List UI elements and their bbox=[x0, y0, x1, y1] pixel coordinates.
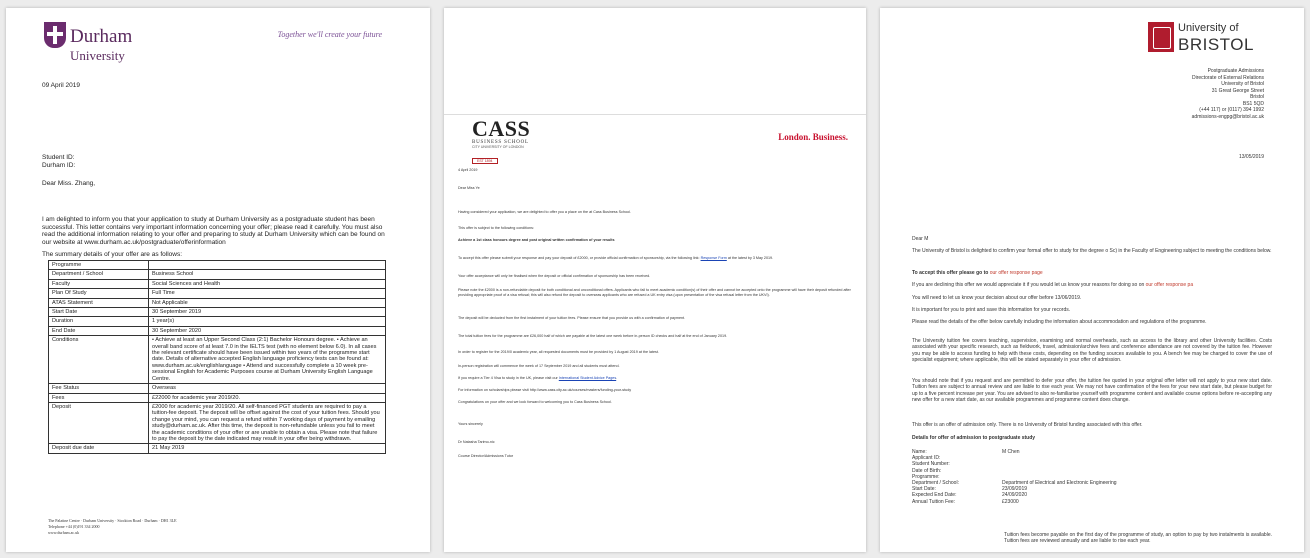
bristol-offer-letter bbox=[880, 8, 1304, 552]
table-cell-value: • Achieve at least an Upper Second Class (2:1) Bachelor Honours degree. • Achieve an overall band score of at least 7.0 in the IELTS test (with no element below 6.0). In all cases the relevant certificate should have been issued within two years of the programme start date. Details of alternative accepted English language proficiency tests can be found at: www.durham.ac.uk/englishlanguage • Attend and successfully complete a 10 week pre-sessional English for Academic Purposes course at Durham University English Language Centre. bbox=[149, 336, 386, 384]
address-line: (+44 117) or (0117) 394 1992 bbox=[1199, 107, 1264, 113]
durham-crest-icon bbox=[44, 22, 66, 48]
address-line: 31 Great George Street bbox=[1211, 87, 1264, 94]
durham-offer-table bbox=[48, 260, 386, 454]
bristol-paragraph: This offer is an offer of admission only. There is no University of Bristol funding associated with this offer. bbox=[912, 422, 1143, 428]
table-cell-label: End Date bbox=[49, 326, 149, 335]
durham-logo-name: Durham bbox=[70, 26, 133, 47]
durham-tagline: Together we'll create your future bbox=[277, 30, 382, 39]
cass-logo bbox=[472, 118, 530, 167]
footer-phone: Telephone +44 (0)191 334 2000 bbox=[48, 524, 100, 529]
table-cell-value bbox=[149, 261, 386, 270]
table-row bbox=[49, 393, 386, 402]
student-id-label: Student ID: bbox=[42, 154, 75, 161]
table-cell-label: Department / School bbox=[49, 270, 149, 279]
detail-value: Department of Electrical and Electronic Engineering bbox=[1002, 480, 1117, 487]
bristol-details-title: Details for offer of admission to postgraduate study bbox=[912, 435, 1036, 441]
table-row bbox=[49, 261, 386, 270]
detail-value: £23000 bbox=[1002, 498, 1019, 505]
detail-label: Expected End Date: bbox=[912, 492, 957, 499]
table-row bbox=[49, 444, 386, 453]
table-row bbox=[49, 336, 386, 384]
table-cell-value: £22000 for academic year 2019/20. bbox=[149, 393, 386, 402]
table-cell-value: Full Time bbox=[149, 289, 386, 298]
bristol-paragraph: It is important for you to print and save this information for your records. bbox=[912, 307, 1071, 313]
table-cell-label: Deposit bbox=[49, 402, 149, 443]
address-line: Bristol bbox=[1250, 94, 1264, 100]
decline-response-link[interactable]: our offer response pa bbox=[1145, 282, 1194, 288]
table-cell-label: Deposit due date bbox=[49, 444, 149, 453]
table-cell-label: Fees bbox=[49, 393, 149, 402]
footer-address: The Palatine Centre · Durham University · Stockton Road · Durham · DH1 3LE bbox=[48, 518, 177, 523]
table-cell-label: Conditions bbox=[49, 336, 149, 384]
cass-paragraph: Having considered your application, we are delighted to offer you a place on the at Cass Business School. bbox=[458, 210, 631, 214]
cass-paragraph: Please note the £2000 is a non-refundable deposit for both conditional and unconditional offers. Applicants who fail to meet academic condition(s) of their offer and cannot be accepted onto the programme will have their deposit refunded after providing appropriate proof of a visa refusal; this will also refund the deposit to overseas applicants who are refused a UK entry visa (upon presentation of the visa refusal letter from the UKVI). bbox=[458, 288, 851, 297]
cass-paragraph: The total tuition fees for the programme are £26,000 half of which are payable at the latest one week before in-person ID checks and half at the end of January 2019. bbox=[458, 334, 728, 338]
bristol-accept bbox=[912, 270, 1272, 276]
durham-logo bbox=[44, 20, 144, 68]
table-cell-value: £2000 for academic year 2019/20. All self-financed PGT students are required to pay a tuition-fee deposit. The deposit will be offset against the cost of your tuition fees. Should you change your mind, you can request a refund within 7 working days of payment by emailing study@durham.ac.uk. After this time, the deposit is non-refundable unless you fail to meet the academic conditions of your offer or are unable to obtain a visa. Please note that failure to pay the deposit by the date indicated may result in your offer being withdrawn. bbox=[149, 402, 386, 443]
table-row bbox=[49, 279, 386, 288]
cass-paragraph bbox=[458, 376, 854, 381]
table-row bbox=[49, 298, 386, 307]
response-form-link[interactable]: Response Form bbox=[700, 256, 727, 260]
table-cell-value: 1 year(s) bbox=[149, 317, 386, 326]
durham-salutation: Dear Miss. Zhang, bbox=[42, 180, 96, 187]
cass-condition: Achieve a 1st class honours degree and post original written confirmation of your results bbox=[458, 238, 615, 242]
detail-label: Department / School: bbox=[912, 480, 959, 487]
table-row bbox=[49, 402, 386, 443]
table-cell-label: Duration bbox=[49, 317, 149, 326]
table-row bbox=[49, 317, 386, 326]
table-row bbox=[49, 326, 386, 335]
cass-paragraph: For information on scholarships please visit http://www.cass.city.ac.uk/courses/masters/funding-your-study bbox=[458, 388, 632, 392]
bristol-paragraph: Please read the details of the offer below carefully including the information about accommodation and regulations of the programme. bbox=[912, 319, 1207, 325]
bristol-details bbox=[912, 449, 1272, 505]
detail-value: M Chen bbox=[1002, 449, 1020, 455]
table-cell-value: 30 September 2020 bbox=[149, 326, 386, 335]
cass-tagline: London. Business. bbox=[778, 132, 848, 142]
offer-response-link[interactable]: our offer response page bbox=[989, 270, 1043, 276]
cass-paragraph: The deposit will be deducted from the first instalment of your tuition fees. Please ensure that you provide us with a confirmation of payment. bbox=[458, 316, 686, 320]
detail-label: Programme: bbox=[912, 473, 940, 480]
table-cell-value: Not Applicable bbox=[149, 298, 386, 307]
durham-ids bbox=[42, 154, 75, 170]
detail-value: 24/09/2020 bbox=[1002, 492, 1028, 499]
student-advice-link[interactable]: International Student Advice Pages bbox=[558, 376, 617, 380]
cass-paragraph: This offer is subject to the following conditions: bbox=[458, 226, 534, 230]
detail-label: Date of Birth: bbox=[912, 467, 942, 474]
bristol-paragraph: The University tuition fee covers teaching, supervision, examining and normal overheads, such as access to the library and other University facilities. Costs associated with your specific research, such as fieldwork, travel, admission/archive fees and conference attendance are not covered by the tuition fee. However you may be able to access funding to help with these costs, depending on the funding sources available to you. A bench fee may be charged to cover the use of specialist equipment; where applicable, this will be stated separately in your offer of admission. bbox=[912, 338, 1272, 364]
cass-signer: Dr Natasha Tarimo-nic bbox=[458, 440, 495, 444]
detail-row bbox=[912, 499, 1272, 505]
bristol-paragraph: You will need to let us know your decision about our offer before 13/06/2019. bbox=[912, 295, 1082, 301]
table-cell-value: Social Sciences and Health bbox=[149, 279, 386, 288]
cass-paragraph: Your offer acceptance will only be finalised when the deposit or official confirmation of sponsorship has been received. bbox=[458, 274, 651, 278]
durham-summary-intro: The summary details of your offer are as follows: bbox=[42, 251, 183, 258]
durham-offer-letter bbox=[6, 8, 430, 552]
table-cell-value: 21 May 2019 bbox=[149, 444, 386, 453]
cass-logo-school: BUSINESS SCHOOL bbox=[472, 140, 529, 145]
bristol-address bbox=[1192, 68, 1264, 120]
table-row bbox=[49, 384, 386, 393]
cass-paragraph: Congratulations on your offer and we look forward to welcoming you to Cass Business School. bbox=[458, 400, 612, 404]
table-cell-value: Overseas bbox=[149, 384, 386, 393]
cass-text-span: To accept this offer please submit your response and pay your deposit of £2000, or provide official confirmation of sponsorship, via the following link: bbox=[458, 256, 701, 260]
detail-label: Applicant ID: bbox=[912, 455, 941, 462]
cass-date: 4 April 2019 bbox=[458, 168, 478, 172]
table-row bbox=[49, 308, 386, 317]
cass-paragraph: In-person registration will commence the week of 17 September 2019 and all students must attend. bbox=[458, 364, 620, 368]
address-line: Postgraduate Admissions bbox=[1207, 68, 1264, 74]
cass-logo-est: EST 1894 bbox=[472, 158, 498, 164]
bristol-date: 13/05/2019 bbox=[1238, 154, 1264, 160]
cass-text-span: If you require a Tier 4 Visa to study in the UK, please visit our bbox=[458, 376, 559, 380]
bristol-paragraph: Tuition fees become payable on the first day of the programme of study, an option to pay by two instalments is available. Tuition fees are reviewed annually and are liable to rise each year. bbox=[1004, 532, 1272, 545]
footer-website: www.durham.ac.uk bbox=[48, 530, 80, 535]
address-line: University of Bristol bbox=[1221, 81, 1264, 87]
table-row bbox=[49, 289, 386, 298]
cass-text-span: at the latest by 3 May 2019. bbox=[726, 256, 774, 260]
table-cell-label: Start Date bbox=[49, 308, 149, 317]
detail-label: Annual Tuition Fee: bbox=[912, 498, 956, 505]
detail-label: Start Date: bbox=[912, 486, 936, 493]
address-line: admissions-engpg@bristol.ac.uk bbox=[1191, 113, 1264, 120]
detail-value: 23/09/2019 bbox=[1002, 486, 1028, 493]
table-row bbox=[49, 270, 386, 279]
table-cell-label: Programme bbox=[49, 261, 149, 270]
bristol-paragraph: The University of Bristol is delighted to confirm your formal offer to study for the degree o Sc) in the Faculty of Engineering subject to meeting the conditions below. bbox=[912, 248, 1272, 254]
cass-offer-letter bbox=[444, 8, 866, 552]
address-line: Directorate of External Relations bbox=[1192, 74, 1264, 81]
durham-date: 09 April 2019 bbox=[42, 82, 80, 89]
cass-paragraph: In order to register for the 2019/0 academic year, all requested documents must be provided by 1 August 2019 at the latest. bbox=[458, 350, 659, 354]
table-cell-label: Faculty bbox=[49, 279, 149, 288]
bristol-decline bbox=[912, 282, 1272, 288]
bristol-salutation: Dear M bbox=[912, 236, 929, 242]
cass-text-span: . bbox=[616, 376, 618, 380]
cass-salutation: Dear Miss Ye bbox=[458, 186, 480, 190]
table-cell-value: Business School bbox=[149, 270, 386, 279]
durham-logo-subname: University bbox=[70, 48, 125, 63]
address-line: BS1 5QD bbox=[1242, 100, 1264, 107]
durham-footer bbox=[48, 518, 177, 536]
detail-label: Name: bbox=[912, 449, 927, 455]
table-cell-value: 30 September 2019 bbox=[149, 308, 386, 317]
table-cell-label: ATAS Statement bbox=[49, 298, 149, 307]
bristol-logo bbox=[1148, 20, 1272, 60]
bristol-logo-name: BRISTOL bbox=[1178, 35, 1254, 54]
cass-signer-role: Course Director/Admissions Tutor bbox=[458, 454, 514, 458]
detail-label: Student Number: bbox=[912, 461, 950, 468]
cass-paragraph bbox=[458, 256, 854, 261]
cass-logo-name: CASS bbox=[472, 116, 531, 141]
decline-text: If you are declining this offer we would appreciate it if you would let us know your reasons for doing so on bbox=[912, 282, 1145, 288]
cass-logo-sub: CITY UNIVERSITY OF LONDON bbox=[472, 145, 524, 149]
bristol-logo-university: University of bbox=[1178, 22, 1239, 34]
durham-id-label: Durham ID: bbox=[42, 162, 76, 169]
cass-closing: Yours sincerely bbox=[458, 422, 483, 426]
bristol-crest-icon bbox=[1148, 22, 1174, 52]
accept-label: To accept this offer please go to bbox=[912, 270, 989, 276]
durham-body: I am delighted to inform you that your application to study at Durham University as a postgraduate student has been successful. This letter contains very important information concerning your offer; please read it carefully. You must also read the additional information relating to your offer and preparing to study at Durham University which can be found on our website at www.durham.ac.uk/postgraduate/offerinformation bbox=[42, 216, 385, 246]
table-cell-label: Fee Status bbox=[49, 384, 149, 393]
table-cell-label: Plan Of Study bbox=[49, 289, 149, 298]
bristol-paragraph: You should note that if you request and are permitted to defer your offer, the tuition fee quoted in your original offer letter will not apply to your new start date. Tuition fees are subject to annual review and are liable to rise each year. We may not have confirmation of the fees for your new start date, but please budget for up to a five percent increase per year. You are advised to also re-familiarise yourself with programme content and available course options before re-accepting any new offer for a new start date, as our available programmes and programme content does change. bbox=[912, 378, 1272, 404]
